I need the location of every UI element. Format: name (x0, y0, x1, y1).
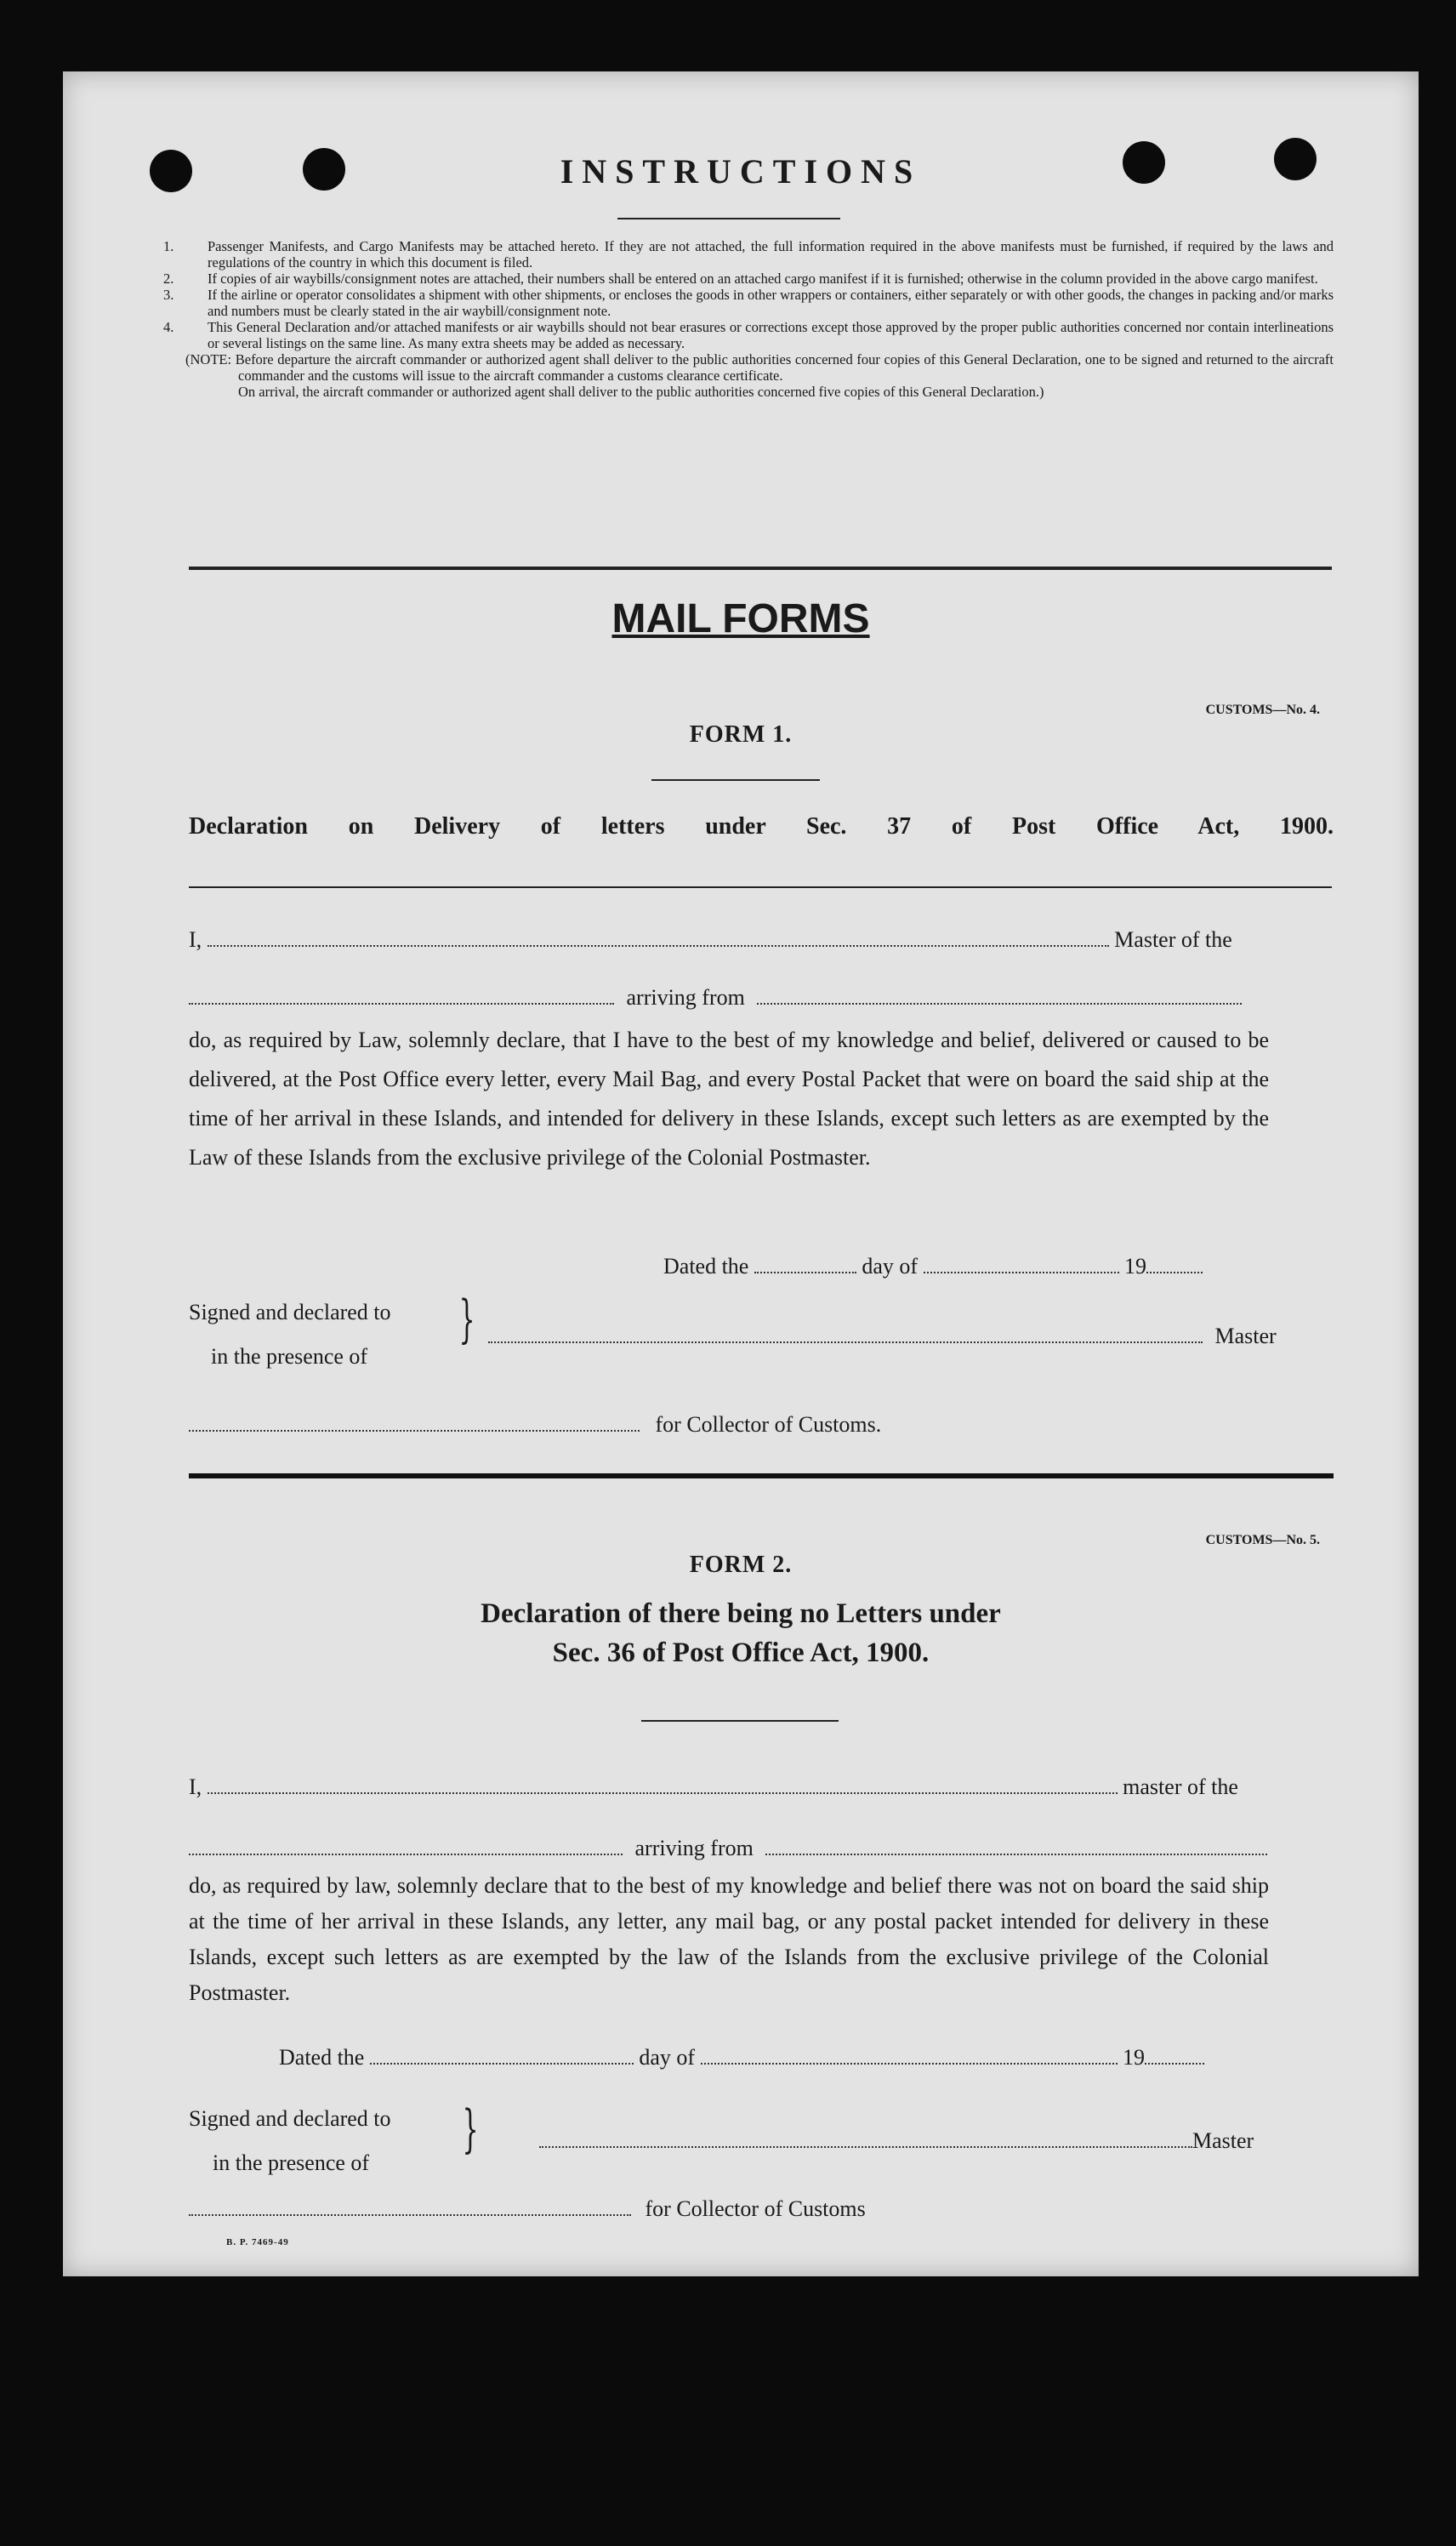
form1-ship-name-field[interactable] (189, 986, 614, 1005)
form2-dated-label: Dated the (279, 2045, 365, 2070)
form1-master-sign-line (488, 1324, 1277, 1349)
form2-brace: } (462, 2099, 479, 2159)
form1-day-field[interactable] (754, 1255, 856, 1273)
instructions-title: INSTRUCTIONS (560, 152, 922, 191)
form1-customs-number: CUSTOMS—No. 4. (1205, 703, 1320, 717)
form2-title: FORM 2. (689, 1552, 793, 1578)
form2-month-field[interactable] (701, 2046, 1118, 2065)
form1-collector-line (189, 1412, 881, 1438)
form2-master-name-field[interactable] (208, 1775, 1118, 1794)
instructions-list (163, 238, 1334, 400)
form1-witness-field[interactable] (488, 1324, 1203, 1343)
form2-line-master (189, 1774, 1238, 1800)
form1-i-label: I, (189, 927, 202, 952)
form1-arriving-from-field[interactable] (757, 986, 1242, 1005)
form1-heading: Declaration on Delivery of letters under Sec. 37 of Post Office Act, 1900. (189, 813, 1334, 840)
form2-heading-underline (641, 1720, 839, 1722)
form2-body-text: do, as required by law, solemnly declare that to the best of my knowledge and belief there was not on board the said ship at the time of her arrival in these Islands, any letter, any mail bag, or any postal packet intended for delivery in these Islands, except such letters as are exempted by the law of the Islands from the exclusive privilege of the Colonial Postmaster. (189, 1873, 1269, 2005)
form1-month-field[interactable] (924, 1255, 1119, 1273)
form1-dated-line (663, 1254, 1203, 1279)
form2-day-field[interactable] (370, 2046, 634, 2065)
form2-dated-line (279, 2045, 1204, 2070)
form1-day-of-label: day of (862, 1254, 919, 1279)
form1-heading-rule (189, 886, 1332, 888)
instruction-item-4: 4. This General Declaration and/or attached manifests or air waybills should not bear erasures or corrections except those approved by the proper public authorities concerned nor contain interlineations or several listings on the same line. As many extra sheets may be added as necessary. (163, 319, 1334, 351)
form2-master-of-label: master of the (1123, 1774, 1238, 1799)
form1-collector-label: for Collector of Customs. (655, 1412, 882, 1437)
form2-collector-label: for Collector of Customs (645, 2196, 866, 2221)
form-divider (189, 1473, 1334, 1478)
form2-collector-field[interactable] (189, 2197, 631, 2216)
mail-forms-title: MAIL FORMS (611, 596, 870, 641)
instruction-item-1: 1. Passenger Manifests, and Cargo Manifests may be attached hereto. If they are not attached, the full information required in the above manifests must be furnished, if required by the laws and regulations of the country in which this document is filed. (163, 238, 1334, 271)
form1-collector-field[interactable] (189, 1413, 640, 1432)
form1-master-of-label: Master of the (1114, 927, 1232, 952)
form2-customs-number: CUSTOMS—No. 5. (1205, 1533, 1320, 1547)
form2-ship-name-field[interactable] (189, 1837, 623, 1855)
form2-master-sign-line (539, 2128, 1254, 2154)
form2-line-arriving (189, 1836, 1267, 1861)
form1-signed-2: in the presence of (211, 1344, 368, 1369)
form2-arriving-from-field[interactable] (765, 1837, 1267, 1855)
form2-day-of-label: day of (639, 2045, 696, 2070)
instruction-note-arrival: On arrival, the aircraft commander or authorized agent shall deliver to the public authorities concerned five copies of this General Declaration.) (238, 384, 1044, 400)
form2-heading-line-1: Declaration of there being no Letters under (481, 1598, 1001, 1629)
document-page (63, 71, 1419, 2276)
instructions-underline (617, 218, 840, 219)
form2-signed-2: in the presence of (213, 2150, 370, 2175)
form1-line-master (189, 927, 1232, 953)
form1-arriving-from-label: arriving from (626, 985, 745, 1010)
print-code: B. P. 7469-49 (226, 2237, 289, 2247)
form1-year-label: 19 (1124, 1254, 1147, 1279)
form2-heading-line-2: Sec. 36 of Post Office Act, 1900. (552, 1638, 930, 1668)
instruction-item-3: 3. If the airline or operator consolidates a shipment with other shipments, or encloses the goods in other wrappers or containers, either separately or with other goods, the changes in packing and/or marks and numbers must be clearly stated in the air waybill/consignment note. (163, 287, 1334, 319)
form1-title-underline (651, 779, 820, 781)
form2-witness-field[interactable] (539, 2129, 1192, 2148)
form1-dated-label: Dated the (663, 1254, 749, 1279)
form1-line-arriving (189, 985, 1242, 1011)
form2-arriving-from-label: arriving from (634, 1836, 754, 1860)
form1-master-name-field[interactable] (208, 928, 1109, 947)
form1-brace: } (458, 1290, 475, 1349)
form2-year-label: 19 (1123, 2045, 1146, 2070)
form2-year-field[interactable] (1145, 2046, 1204, 2065)
form1-signed-1: Signed and declared to (189, 1300, 391, 1324)
form1-master-label: Master (1214, 1324, 1277, 1348)
form2-signed-1: Signed and declared to (189, 2106, 391, 2131)
form1-year-field[interactable] (1146, 1255, 1203, 1273)
instruction-item-2: 2. If copies of air waybills/consignment notes are attached, their numbers shall be entered on an attached cargo manifest if it is furnished; otherwise in the column provided in the above cargo manifest. (163, 271, 1318, 287)
instruction-note: (NOTE: Before departure the aircraft commander or authorized agent shall deliver to the public authorities concerned four copies of this General Declaration, one to be signed and returned to the aircraft commander and the customs will issue to the aircraft commander a customs clearance certificate. (185, 351, 1334, 384)
form1-title: FORM 1. (689, 721, 793, 748)
section-divider-top (189, 567, 1332, 570)
form1-body-text: do, as required by Law, solemnly declare, that I have to the best of my knowledge and belief, delivered or caused to be delivered, at the Post Office every letter, every Mail Bag, and every Postal Packet that were on board the said ship at the time of her arrival in these Islands, and intended for delivery in these Islands, except such letters as are exempted by the Law of these Islands from the exclusive privilege of the Colonial Postmaster. (189, 1028, 1269, 1170)
form2-collector-line (189, 2196, 866, 2222)
form2-i-label: I, (189, 1774, 202, 1799)
form2-master-label: Master (1192, 2128, 1254, 2153)
